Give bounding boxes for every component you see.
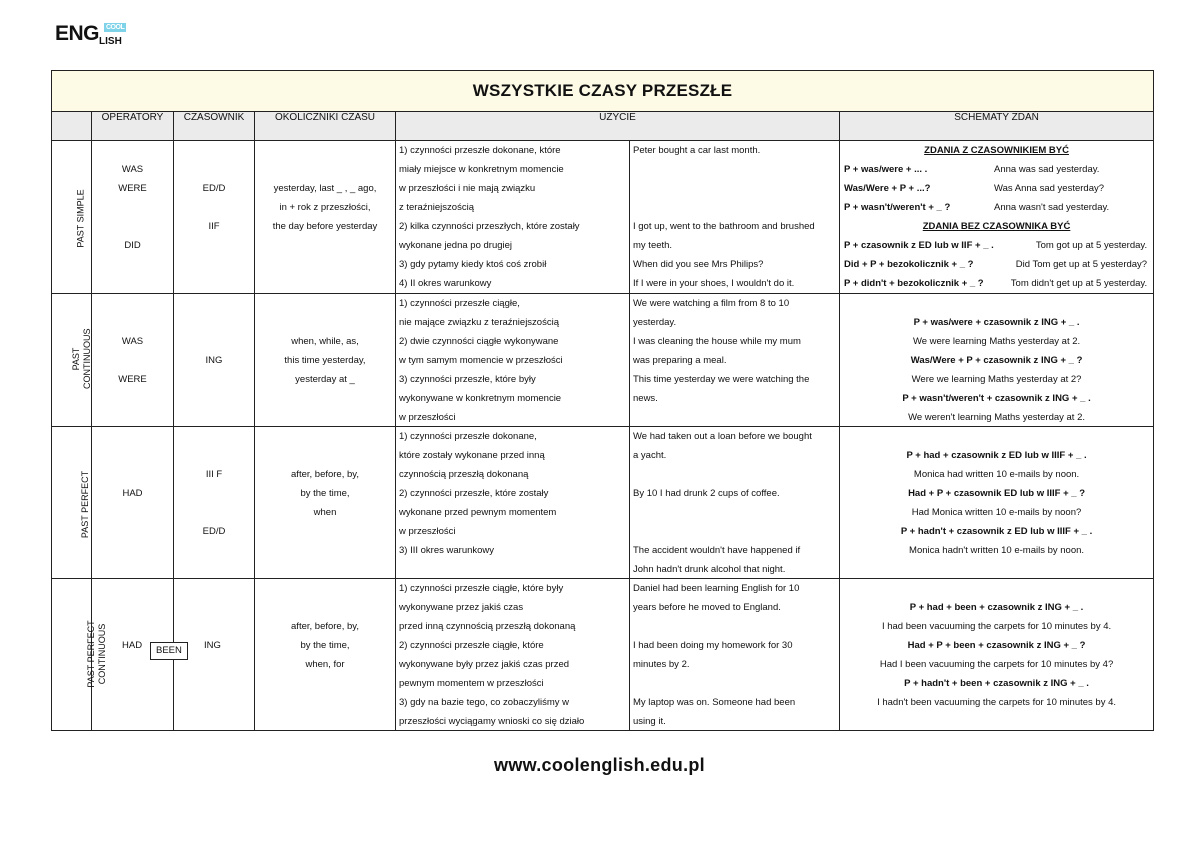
schema-example: Anna wasn't sad yesterday. xyxy=(994,202,1110,213)
header-empty xyxy=(52,112,92,141)
example-line: My laptop was on. Someone had been xyxy=(633,697,796,708)
example-line: John hadn't drunk alcohol that night. xyxy=(633,564,786,575)
example-line: I was cleaning the house while my mum xyxy=(633,336,801,347)
schema-cell xyxy=(840,141,1154,294)
schema-cell xyxy=(840,579,1154,731)
schema-example: Anna was sad yesterday. xyxy=(994,164,1100,175)
schema-example: Had Monica written 10 e-mails by noon? xyxy=(911,507,1082,518)
time-cell xyxy=(255,579,396,731)
page-title: WSZYSTKIE CZASY PRZESZŁE xyxy=(52,71,1154,112)
usage-line: wykonywane w konkretnym momencie xyxy=(399,393,562,404)
logo-main: ENG xyxy=(55,22,100,45)
operator: DID xyxy=(124,240,141,251)
schema-example: Was Anna sad yesterday? xyxy=(994,183,1105,194)
usage-line: 1) czynności przeszłe ciągłe, które były xyxy=(399,583,564,594)
schema-formula: Was/Were + P + czasownik z ING + _ ? xyxy=(910,355,1083,366)
usage-line: 3) III okres warunkowy xyxy=(399,545,495,556)
time-expression: after, before, by, xyxy=(291,621,359,632)
usage-line: przed inną czynnością przeszłą dokonaną xyxy=(399,621,576,632)
schema-formula: Had + P + been + czasownik z ING + _ ? xyxy=(907,640,1086,651)
header-operatory: OPERATORY xyxy=(92,112,174,141)
operators-cell xyxy=(92,141,174,294)
time-cell xyxy=(255,427,396,579)
example-line: I had been doing my homework for 30 xyxy=(633,640,793,651)
schema-example: I hadn't been vacuuming the carpets for 10 minutes by 4. xyxy=(877,697,1117,708)
verb-form: IIF xyxy=(208,221,220,232)
operator: WAS xyxy=(121,336,144,347)
usage-line: czynnością przeszłą dokonaną xyxy=(399,469,529,480)
header-row xyxy=(52,112,1154,141)
usage-line: w przeszłości i nie mają związku xyxy=(399,183,536,194)
example-line: years before he moved to England. xyxy=(633,602,781,613)
time-expression: this time yesterday, xyxy=(284,355,366,366)
example-line: The accident wouldn't have happened if xyxy=(633,545,801,556)
example-line: yesterday. xyxy=(633,317,677,328)
usage-line: wykonywane przez jakiś czas xyxy=(399,602,524,613)
time-cell xyxy=(255,294,396,427)
table-row-past-simple xyxy=(52,141,1154,294)
schema-formula: P + hadn't + been + czasownik z ING + _ . xyxy=(904,678,1089,689)
schema-formula: P + wasn't/weren't + _ ? xyxy=(844,202,951,213)
time-expression: yesterday at _ xyxy=(295,374,355,385)
schema-formula: P + didn't + bezokolicznik + _ ? xyxy=(844,278,984,289)
header-schematy: SCHEMATY ZDAŃ xyxy=(840,112,1154,141)
header-czasownik: CZASOWNIK xyxy=(174,112,255,141)
table-row-past-perfect-continuous xyxy=(52,579,1154,731)
schema-example: Tom didn't get up at 5 yesterday. xyxy=(1010,278,1148,289)
usage-line: 1) czynności przeszłe dokonane, które xyxy=(399,145,561,156)
usage-line: 2) czynności przeszłe ciągłe, które xyxy=(399,640,544,651)
verb-form: ED/D xyxy=(202,183,226,194)
verb-cell xyxy=(174,579,255,731)
time-expression: when xyxy=(313,507,337,518)
usage-line: wykonywane były przez jakiś czas przed xyxy=(399,659,570,670)
schema-pair xyxy=(840,274,1153,293)
usage-line: przeszłości wyciągamy wnioski co się działo xyxy=(399,716,585,727)
schema-pair xyxy=(840,236,1153,255)
table-row-past-perfect xyxy=(52,427,1154,579)
usage-cell xyxy=(396,427,630,579)
usage-line: nie mające związku z teraźniejszością xyxy=(399,317,559,328)
operator: HAD xyxy=(122,640,143,651)
usage-line: 2) dwie czynności ciągłe wykonywane xyxy=(399,336,559,347)
verb-cell xyxy=(174,141,255,294)
example-line: We were watching a film from 8 to 10 xyxy=(633,298,790,309)
example-line: Daniel had been learning English for 10 xyxy=(633,583,800,594)
schema-formula: P + had + been + czasownik z ING + _ . xyxy=(909,602,1084,613)
schema-formula: P + was/were + czasownik z ING + _ . xyxy=(913,317,1080,328)
time-cell xyxy=(255,141,396,294)
usage-line: 3) gdy na bazie tego, co zobaczyliśmy w xyxy=(399,697,570,708)
operators-cell xyxy=(92,579,182,731)
header-okoliczniki: OKOLICZNIKI CZASU xyxy=(255,112,396,141)
schema-formula: P + wasn't/weren't + czasownik z ING + _ . xyxy=(902,393,1091,404)
example-line: By 10 I had drunk 2 cups of coffee. xyxy=(633,488,780,499)
verb-form: ED/D xyxy=(202,526,226,537)
schema-pair xyxy=(840,179,1153,198)
usage-line: które zostały wykonane przed inną xyxy=(399,450,545,461)
schema-pair xyxy=(840,198,1153,217)
time-expression: in + rok z przeszłości, xyxy=(279,202,371,213)
usage-line: 1) czynności przeszłe dokonane, xyxy=(399,431,537,442)
time-expression: after, before, by, xyxy=(291,469,359,480)
schema-formula: Was/Were + P + ...? xyxy=(844,183,931,194)
schema-cell xyxy=(840,427,1154,579)
usage-line: z teraźniejszością xyxy=(399,202,474,213)
verb-form: ING xyxy=(204,640,221,651)
example-line: minutes by 2. xyxy=(633,659,690,670)
tenses-table xyxy=(51,70,1154,731)
usage-line: wykonane przed pewnym momentem xyxy=(399,507,557,518)
footer-url[interactable]: www.coolenglish.edu.pl xyxy=(494,755,705,775)
time-expression: by the time, xyxy=(300,488,350,499)
logo xyxy=(55,22,125,47)
schema-heading: ZDANIA Z CZASOWNIKIEM BYĆ xyxy=(924,145,1069,156)
example-line: If I were in your shoes, I wouldn't do it. xyxy=(633,278,795,289)
examples-cell xyxy=(630,294,840,427)
schema-pair xyxy=(840,255,1153,274)
usage-line: 3) czynności przeszłe, które były xyxy=(399,374,536,385)
usage-line: 4) II okres warunkowy xyxy=(399,278,492,289)
verb-cell xyxy=(174,294,255,427)
verb-form: ING xyxy=(205,355,223,366)
tense-label: PAST SIMPLE xyxy=(52,141,92,294)
logo-sub: LISH xyxy=(99,36,122,47)
schema-pair xyxy=(840,160,1153,179)
schema-formula: P + hadn't + czasownik z ED lub w IIIF + _ . xyxy=(900,526,1093,537)
schema-example: I had been vacuuming the carpets for 10 minutes by 4. xyxy=(881,621,1112,632)
operators-cell xyxy=(92,294,174,427)
example-line: I got up, went to the bathroom and brushed xyxy=(633,221,815,232)
tense-label: PAST PERFECT CONTINUOUS xyxy=(52,579,92,731)
usage-line: 2) czynności przeszłe, które zostały xyxy=(399,488,549,499)
schema-formula: P + had + czasownik z ED lub w IIIF + _ . xyxy=(906,450,1087,461)
schema-formula: P + czasownik z ED lub w IIF + _ . xyxy=(844,240,994,251)
usage-cell xyxy=(396,294,630,427)
schema-example: We weren't learning Maths yesterday at 2. xyxy=(908,412,1086,423)
usage-line: 3) gdy pytamy kiedy ktoś coś zrobił xyxy=(399,259,547,270)
table-row-past-continuous xyxy=(52,294,1154,427)
operator: HAD xyxy=(122,488,143,499)
example-line: my teeth. xyxy=(633,240,673,251)
operator: WERE xyxy=(118,183,147,194)
usage-cell xyxy=(396,141,630,294)
example-line: using it. xyxy=(633,716,666,727)
usage-line: wykonane jedna po drugiej xyxy=(399,240,513,251)
schema-example: Had I been vacuuming the carpets for 10 minutes by 4? xyxy=(879,659,1114,670)
schema-heading: ZDANIA BEZ CZASOWNIKA BYĆ xyxy=(922,221,1071,232)
time-expression: when, for xyxy=(305,659,345,670)
example-line: Peter bought a car last month. xyxy=(633,145,761,156)
example-line: When did you see Mrs Philips? xyxy=(633,259,764,270)
example-line: We had taken out a loan before we bought xyxy=(633,431,812,442)
schema-cell xyxy=(840,294,1154,427)
schema-example: Tom got up at 5 yesterday. xyxy=(1035,240,1148,251)
example-line: This time yesterday we were watching the xyxy=(633,374,810,385)
usage-line: miały miejsce w konkretnym momencie xyxy=(399,164,564,175)
schema-formula: Did + P + bezokolicznik + _ ? xyxy=(844,259,974,270)
schema-example: Monica had written 10 e-mails by noon. xyxy=(913,469,1080,480)
examples-cell xyxy=(630,427,840,579)
example-line: a yacht. xyxy=(633,450,667,461)
examples-cell xyxy=(630,579,840,731)
usage-line: pewnym momentem w przeszłości xyxy=(399,678,544,689)
example-line: was preparing a meal. xyxy=(633,355,727,366)
operator: WAS xyxy=(121,164,144,175)
schema-example: We were learning Maths yesterday at 2. xyxy=(912,336,1081,347)
example-line: news. xyxy=(633,393,658,404)
usage-line: 2) kilka czynności przeszłych, które zostały xyxy=(399,221,580,232)
time-expression: the day before yesterday xyxy=(272,221,378,232)
usage-line: w przeszłości xyxy=(399,526,456,537)
examples-cell xyxy=(630,141,840,294)
logo-badge: COOL xyxy=(106,24,125,31)
been-box: BEEN xyxy=(150,642,188,660)
tense-label: PAST CONTINUOUS xyxy=(52,294,92,427)
usage-line: w tym samym momencie w przeszłości xyxy=(399,355,563,366)
schema-formula: P + was/were + ... . xyxy=(844,164,928,175)
time-expression: when, while, as, xyxy=(291,336,359,347)
tense-label: PAST PERFECT xyxy=(52,427,92,579)
verb-form: III F xyxy=(205,469,223,480)
usage-line: 1) czynności przeszłe ciągłe, xyxy=(399,298,520,309)
verb-cell xyxy=(174,427,255,579)
schema-example: Did Tom get up at 5 yesterday? xyxy=(1015,259,1148,270)
header-uzycie: UŻYCIE xyxy=(396,112,840,141)
schema-example: Were we learning Maths yesterday at 2? xyxy=(911,374,1082,385)
time-expression: yesterday, last _ , _ ago, xyxy=(273,183,377,194)
schema-example: Monica hadn't written 10 e-mails by noon. xyxy=(909,545,1085,556)
usage-cell xyxy=(396,579,630,731)
operator: WERE xyxy=(118,374,147,385)
time-expression: by the time, xyxy=(300,640,350,651)
operators-cell xyxy=(92,427,174,579)
schema-formula: Had + P + czasownik ED lub w IIIF + _ ? xyxy=(908,488,1086,499)
usage-line: w przeszłości xyxy=(399,412,456,423)
